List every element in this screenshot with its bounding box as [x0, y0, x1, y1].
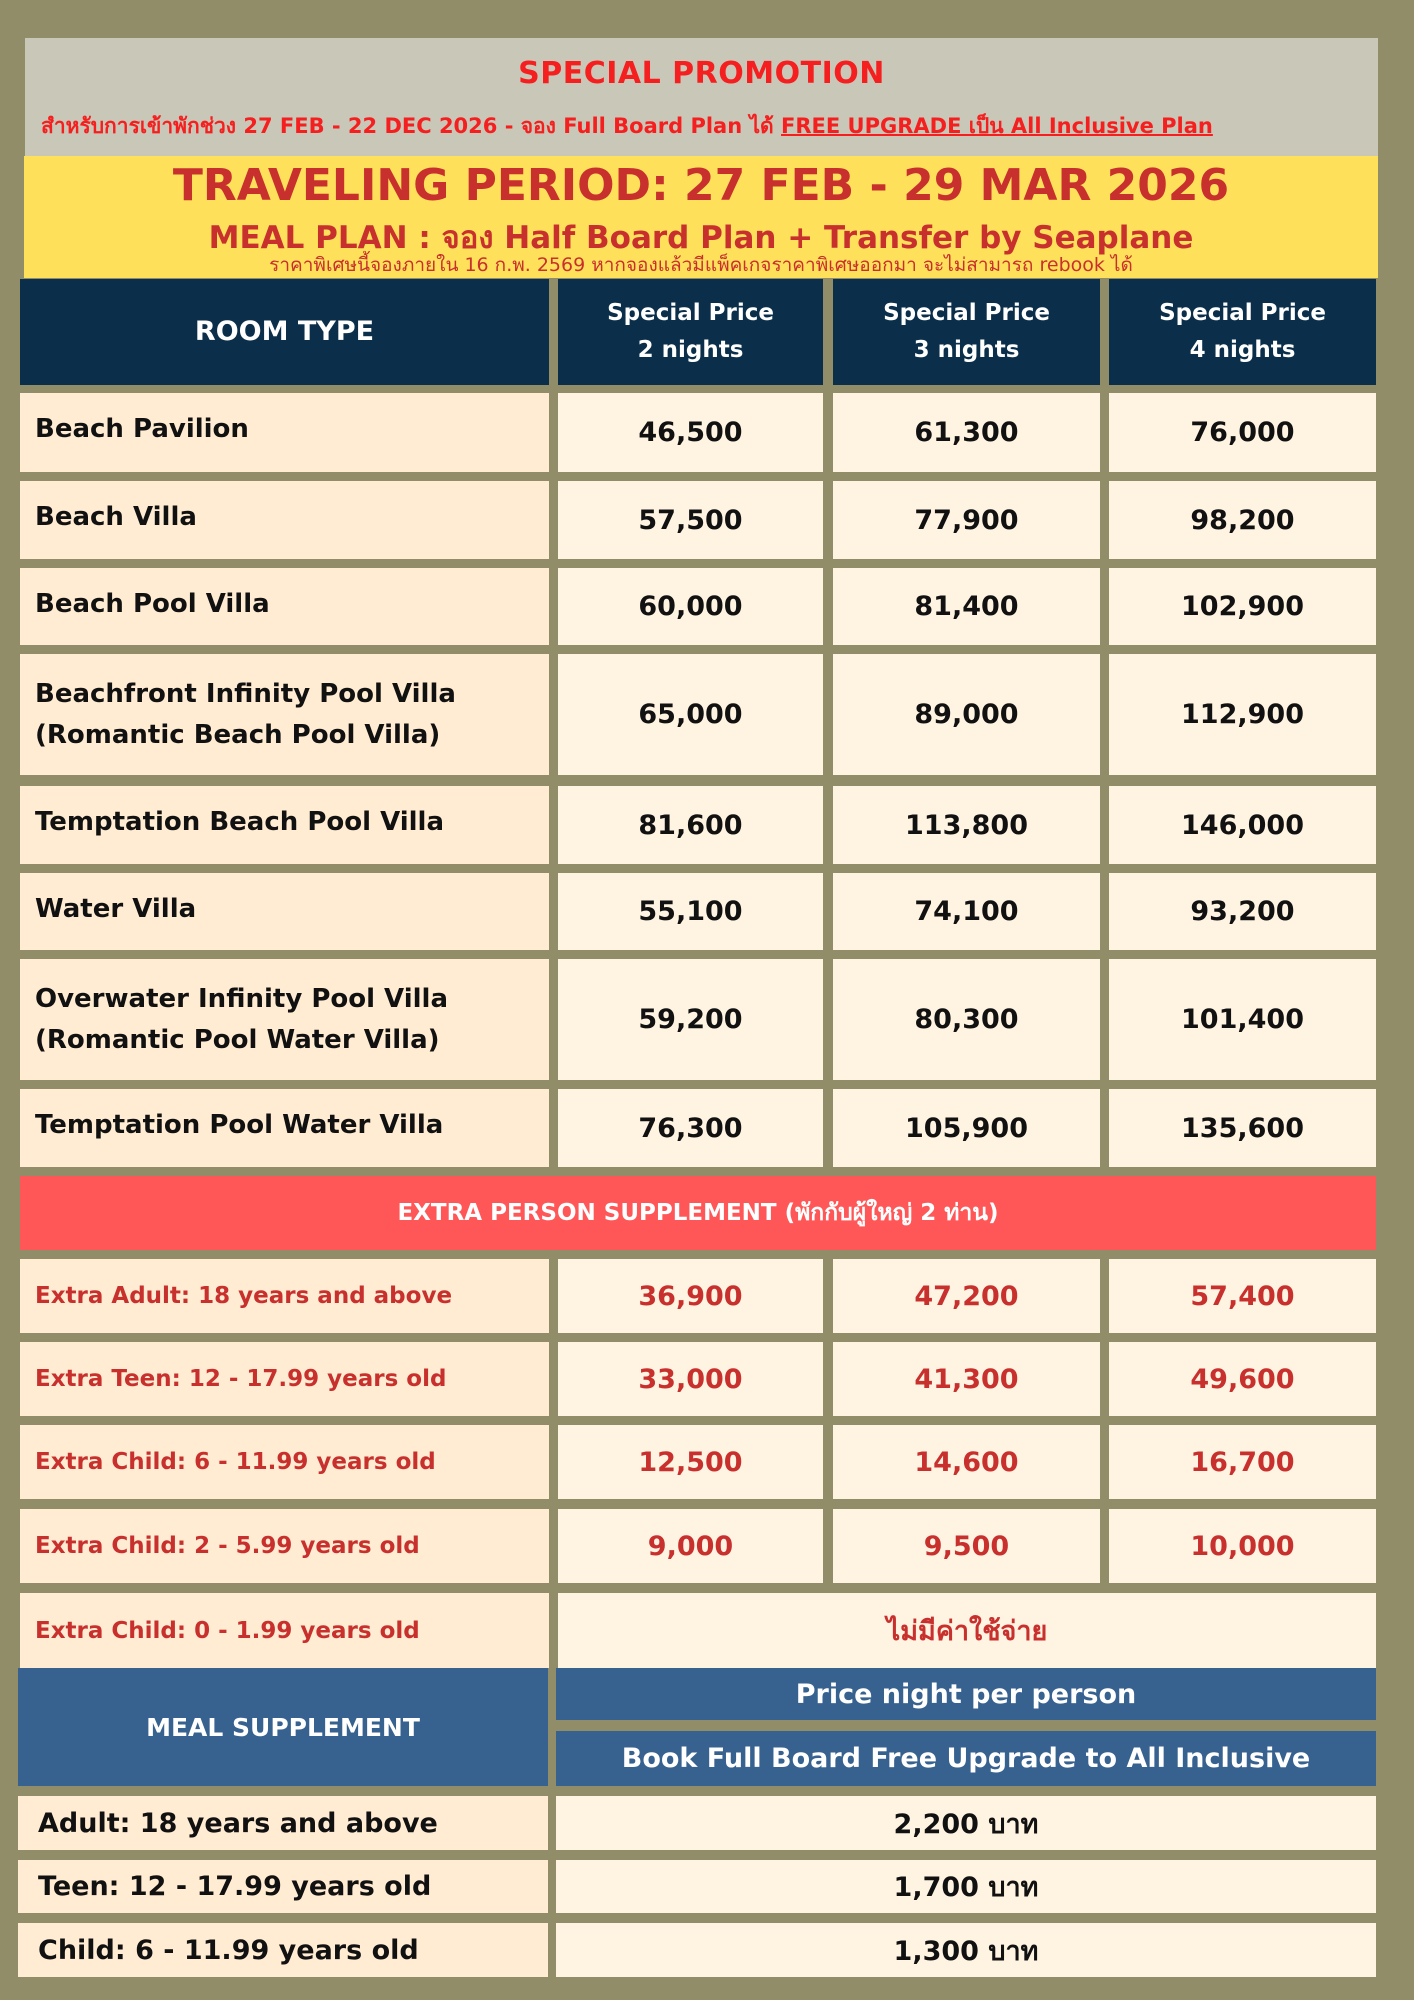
extra-person-header: EXTRA PERSON SUPPLEMENT (พักกับผู้ใหญ่ 2 ท่าน): [20, 1176, 1376, 1250]
extra-price-2-nights: 12,500: [558, 1425, 823, 1499]
room-price-3-nights: 89,000: [833, 654, 1100, 775]
room-price-4-nights: 76,000: [1109, 393, 1376, 472]
extra-price-3-nights: 41,300: [833, 1342, 1100, 1416]
header-price-4-nights: [1109, 279, 1376, 385]
meal-price: 2,200 บาท: [556, 1796, 1376, 1850]
meal-supplement-header: MEAL SUPPLEMENT: [18, 1668, 548, 1786]
extra-price-4-nights: 10,000: [1109, 1509, 1376, 1583]
room-name-cell: [20, 1089, 549, 1167]
room-price-2-nights: 76,300: [558, 1089, 823, 1167]
room-name-cell: [20, 568, 549, 645]
header-label: Special Price: [1159, 300, 1326, 327]
room-price-4-nights: 146,000: [1109, 786, 1376, 864]
room-price-3-nights: 74,100: [833, 873, 1100, 950]
meal-age-label: Adult: 18 years and above: [18, 1796, 548, 1850]
room-name-cell: [20, 959, 549, 1080]
header-nights: 4 nights: [1189, 337, 1296, 363]
header-nights: 3 nights: [913, 337, 1020, 363]
room-price-4-nights: 98,200: [1109, 481, 1376, 559]
meal-upgrade-header: Book Full Board Free Upgrade to All Inclusive: [556, 1731, 1376, 1786]
room-price-2-nights: 60,000: [558, 568, 823, 645]
promo-description: [41, 110, 1213, 143]
room-price-3-nights: 80,300: [833, 959, 1100, 1080]
room-price-4-nights: 93,200: [1109, 873, 1376, 950]
room-name-cell: [20, 654, 549, 775]
room-name-wrap: [35, 674, 456, 755]
room-price-2-nights: 65,000: [558, 654, 823, 775]
room-name: Beach Pool Villa: [35, 589, 270, 619]
room-price-3-nights: 105,900: [833, 1089, 1100, 1167]
booking-note: ราคาพิเศษนี้จองภายใน 16 ก.พ. 2569 หากจองแล้วมีแพ็คเกจราคาพิเศษออกมา จะไม่สามารถ rebook ได้: [269, 254, 1133, 276]
extra-price-4-nights: 16,700: [1109, 1425, 1376, 1499]
room-name: Water Villa: [35, 894, 197, 924]
header-label: Special Price: [607, 300, 774, 327]
room-name: Temptation Pool Water Villa: [35, 1110, 444, 1140]
extra-price-4-nights: 57,400: [1109, 1259, 1376, 1333]
extra-person-label: Extra Adult: 18 years and above: [20, 1259, 549, 1333]
room-price-2-nights: 59,200: [558, 959, 823, 1080]
room-alt-name: (Romantic Pool Water Villa): [35, 1024, 440, 1055]
room-name-cell: [20, 786, 549, 864]
header-price-3-nights: [833, 279, 1100, 385]
room-name: Beach Villa: [35, 502, 197, 532]
header-label: Special Price: [883, 300, 1050, 327]
promo-upgrade-highlight: FREE UPGRADE เป็น All Inclusive Plan: [781, 114, 1213, 138]
room-price-3-nights: 61,300: [833, 393, 1100, 472]
meal-age-label: Child: 6 - 11.99 years old: [18, 1923, 548, 1977]
meal-price: 1,700 บาท: [556, 1860, 1376, 1913]
room-price-2-nights: 46,500: [558, 393, 823, 472]
room-price-4-nights: 135,600: [1109, 1089, 1376, 1167]
room-price-3-nights: 113,800: [833, 786, 1100, 864]
extra-price-3-nights: 14,600: [833, 1425, 1100, 1499]
meal-price-per-person-header: Price night per person: [556, 1668, 1376, 1720]
traveling-period-title: TRAVELING PERIOD: 27 FEB - 29 MAR 2026: [172, 160, 1230, 211]
extra-person-label: Extra Child: 2 - 5.99 years old: [20, 1509, 549, 1583]
extra-infant-label: Extra Child: 0 - 1.99 years old: [20, 1593, 549, 1668]
room-name: Beachfront Infinity Pool Villa: [35, 679, 456, 710]
room-price-3-nights: 81,400: [833, 568, 1100, 645]
extra-infant-value: ไม่มีค่าใช้จ่าย: [558, 1593, 1376, 1668]
room-alt-name: (Romantic Beach Pool Villa): [35, 719, 441, 750]
room-price-2-nights: 55,100: [558, 873, 823, 950]
promo-description-text: สำหรับการเข้าพักช่วง 27 FEB - 22 DEC 2026 - จอง Full Board Plan ได้: [41, 114, 782, 138]
room-name: Beach Pavilion: [35, 414, 249, 444]
room-price-2-nights: 57,500: [558, 481, 823, 559]
header-price-2-nights: [558, 279, 823, 385]
room-name-wrap: [35, 979, 448, 1060]
room-price-4-nights: 101,400: [1109, 959, 1376, 1080]
room-name-cell: [20, 393, 549, 472]
extra-person-label: Extra Child: 6 - 11.99 years old: [20, 1425, 549, 1499]
promo-title: SPECIAL PROMOTION: [518, 56, 885, 91]
extra-price-2-nights: 33,000: [558, 1342, 823, 1416]
extra-person-label: Extra Teen: 12 - 17.99 years old: [20, 1342, 549, 1416]
extra-price-3-nights: 9,500: [833, 1509, 1100, 1583]
header-nights: 2 nights: [637, 337, 744, 363]
extra-price-4-nights: 49,600: [1109, 1342, 1376, 1416]
room-name-cell: [20, 873, 549, 950]
meal-plan-line: MEAL PLAN : จอง Half Board Plan + Transfer by Seaplane: [208, 220, 1194, 256]
extra-price-2-nights: 36,900: [558, 1259, 823, 1333]
meal-age-label: Teen: 12 - 17.99 years old: [18, 1860, 548, 1913]
extra-price-2-nights: 9,000: [558, 1509, 823, 1583]
room-price-4-nights: 102,900: [1109, 568, 1376, 645]
traveling-period-banner: [24, 156, 1378, 278]
room-price-3-nights: 77,900: [833, 481, 1100, 559]
promo-banner: [25, 38, 1378, 156]
header-room-type: ROOM TYPE: [20, 279, 549, 385]
room-name: Temptation Beach Pool Villa: [35, 807, 445, 837]
room-price-2-nights: 81,600: [558, 786, 823, 864]
room-name: Overwater Infinity Pool Villa: [35, 984, 449, 1015]
extra-price-3-nights: 47,200: [833, 1259, 1100, 1333]
room-price-4-nights: 112,900: [1109, 654, 1376, 775]
room-name-cell: [20, 481, 549, 559]
meal-price: 1,300 บาท: [556, 1923, 1376, 1977]
